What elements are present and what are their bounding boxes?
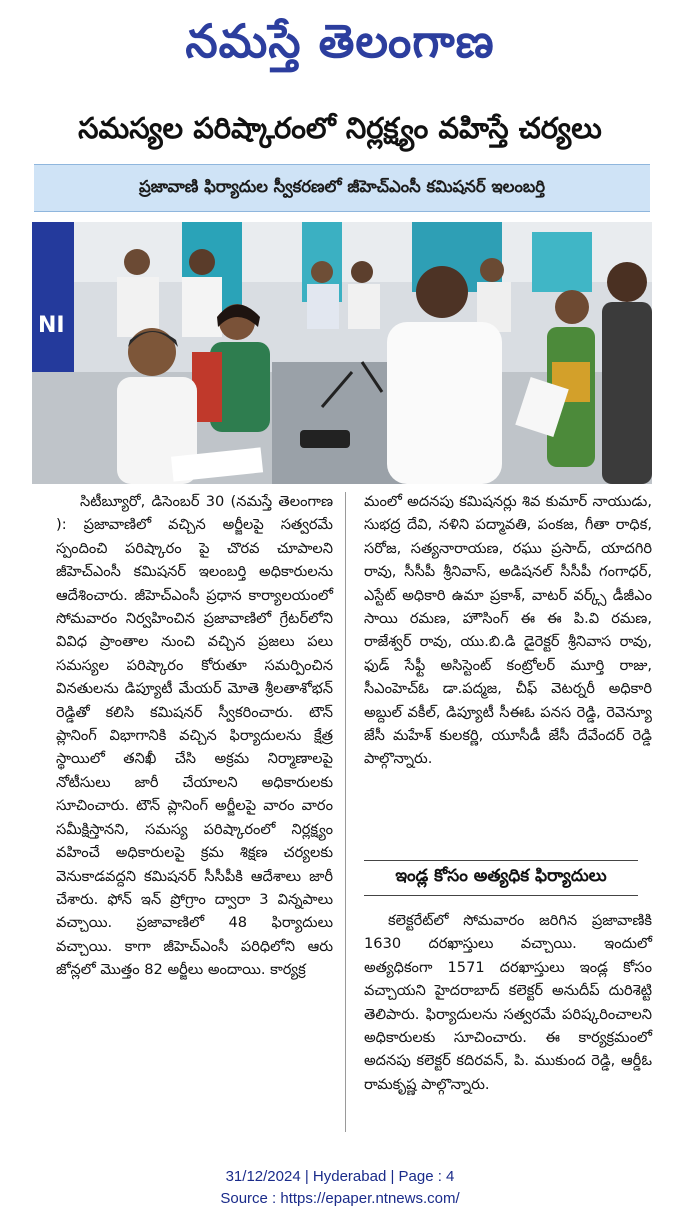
column-divider [345, 492, 346, 1132]
banner-text: NI [38, 313, 65, 338]
footer-date-line: 31/12/2024 | Hyderabad | Page : 4 [225, 1168, 455, 1185]
masthead-title: నమస్తే తెలంగాణ [185, 14, 495, 68]
article-body-right-2: కలెక్టరేట్‌లో సోమవారం జరిగిన ప్రజావాణికి 1630 దరఖాస్తులు వచ్చాయి. ఇందులో అత్యధికంగా 1571 దరఖాస్తులు ఇండ్ల కోసం వచ్చాయని హైదరాబాద్ కలెక్టర్ అనుదీప్ దురిశెట్టి తెలిపారు. ఫిర్యాదులను సత్వరమే పరిష్కరించాలని అధికారులకు సూచించారు. ఈ కార్యక్రమంలో అదనపు కలెక్టర్ కదిరవన్, పి. ముకుంద రెడ్డి, ఆర్డీఓ రామకృష్ణ పాల్గొన్నారు. [364, 912, 652, 1093]
photo-illustration [32, 222, 652, 484]
article-body-left: సిటీబ్యూరో, డిసెంబర్ 30 (నమస్తే తెలంగాణ ): ప్రజావాణిలో వచ్చిన అర్జీలపై సత్వరమే స్పందించి పరిష్కారం పై చొరవ చూపాలని జీహెచ్ఎంసీ కమిషనర్ ఇలంబర్తి అధికారులను ఆదేశించారు. జీహెచ్ఎంసీ ప్రధాన కార్యాలయంలో సోమవారం నిర్వహించిన ప్రజావాణిలో గ్రేటర్‌లోని వివిధ ప్రాంతాల నుంచి వచ్చిన ప్రజలు పలు సమస్యల పరిష్కారం కోరుతూ సమర్పించిన వినతులను డిప్యూటీ మేయర్ మోతె శ్రీలతాశోభన్ రెడ్డితో కలిసి కమిషనర్ స్వీకరించారు. టౌన్ ప్లానింగ్ విభాగానికి వచ్చిన ఫిర్యాదులను క్షేత్ర స్థాయిలో తనిఖీ చేసి అక్రమ నిర్మాణాలపై నోటీసులు జారీ చేయాలని అధికారులకు సూచించారు. టౌన్ ప్లానింగ్ అర్జీలపై వారం వారం సమీక్షిస్తానని, సమస్య పరిష్కారంలో నిర్లక్ష్యం వహించే అధికారులపై క్రమ శిక్షణ చర్యలకు వెనుకాడవద్దని కమిషనర్ సీసీపీకి ఆదేశాలు జారీ చేశారు. ఫోన్ ఇన్ ప్రోగ్రాం ద్వారా 3 విన్నపాలు వచ్చాయి. ప్రజావాణిలో 48 ఫిర్యాదులు వచ్చాయి. కాగా జీహెచ్ఎంసీ పరిధిలోని ఆరు జోన్లలో మొత్తం 82 అర్జీలు అందాయి. కార్యక్ర [56, 493, 333, 979]
article-left-column [56, 490, 333, 982]
article-subheading: ఇండ్ల కోసం అత్యధిక ఫిర్యాదులు [364, 860, 638, 896]
article-headline: సమస్యల పరిష్కారంలో నిర్లక్ష్యం వహిస్తే చర్యలు [78, 111, 602, 145]
newspaper-masthead [0, 6, 680, 76]
article-right-column [364, 490, 652, 771]
article-right-column-2 [364, 909, 652, 1096]
footer-source-line: Source : https://epaper.ntnews.com/ [220, 1190, 460, 1207]
article-subheadline: ప్రజావాణి ఫిర్యాదుల స్వీకరణలో జీహెచ్ఎంసీ కమిషనర్ ఇలంబర్తి [34, 164, 650, 212]
page-footer [0, 1166, 680, 1210]
article-body-right: మంలో అదనపు కమిషనర్లు శివ కుమార్ నాయుడు, సుభద్ర దేవి, నళిని పద్మావతి, పంకజ, గీతా రాధిక, సరోజ, సత్యనారాయణ, రఘు ప్రసాద్, యాదగిరి రావు, సీసీపీ శ్రీనివాస్, అడిషనల్ సీసీపీ గంగాధర్, ఎస్టేట్ అధికారి ఉమా ప్రకాశ్, వాటర్ వర్క్స్ డీజీఎం సాయి రమణ, హౌసింగ్ ఈ ఈ పి.వి రమణ, రాజేశ్వర్ రావు, యు.బి.డి డైరెక్టర్ శ్రీనివాస రావు, ఫుడ్ సేఫ్టీ అసిస్టెంట్ కంట్రోలర్ మూర్తి రాజు, సీఎంహెచ్ఓ డా.పద్మజ, చీఫ్ వెటర్నరీ అధికారి అబ్దుల్ వకీల్, డిప్యూటీ సీఈఓ పనస రెడ్డి, రెవెన్యూ జేసీ మహేశ్ కులకర్ణి, యూసీడీ జేసీ దేవేందర్ రెడ్డి పాల్గొన్నారు. [364, 493, 652, 768]
article-photo [32, 222, 652, 484]
